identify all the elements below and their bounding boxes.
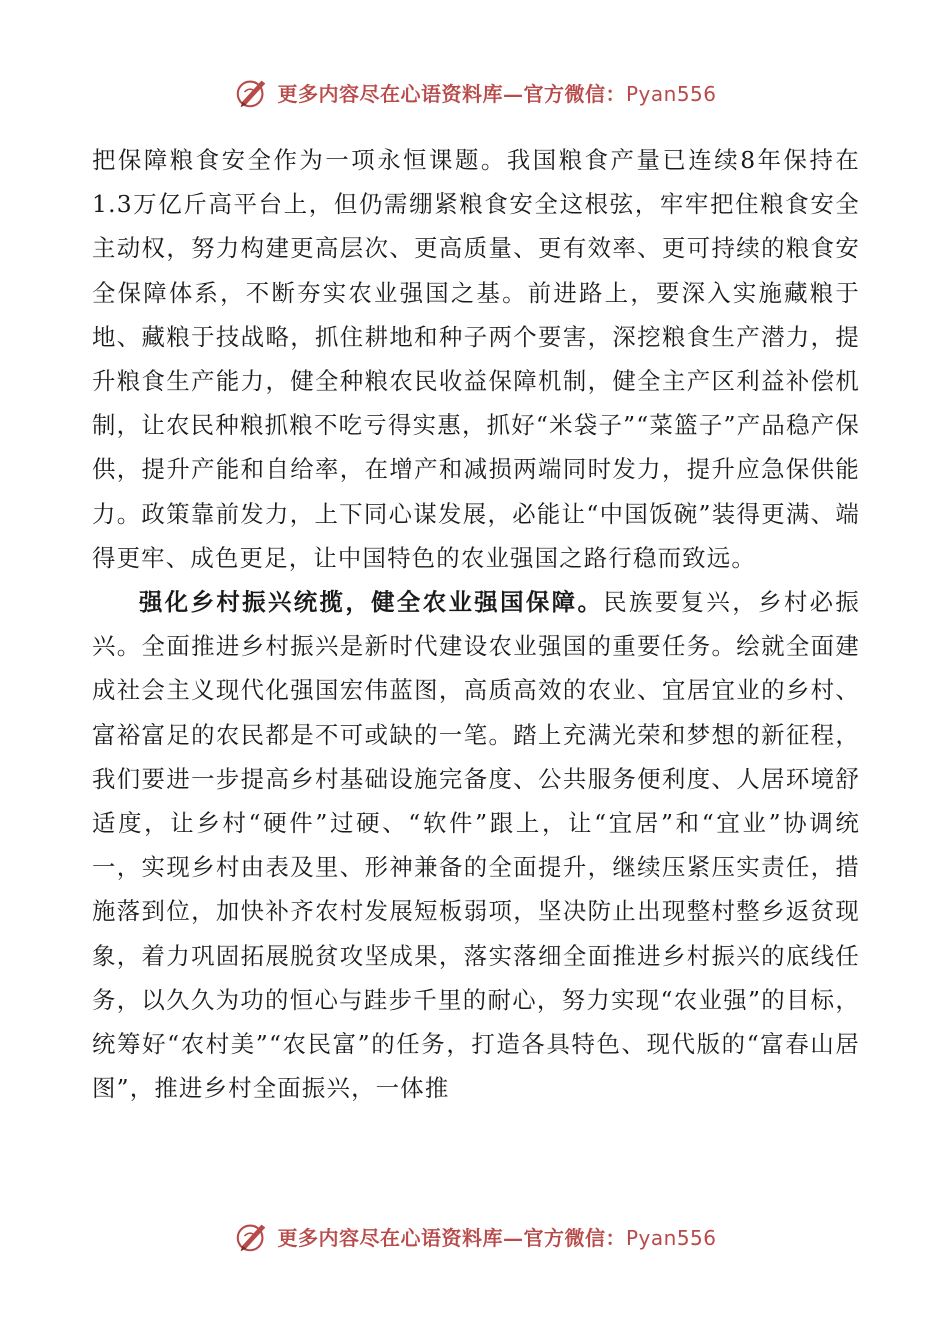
watermark-wechat-id: Pyan556: [625, 81, 717, 106]
watermark-text-cn: 更多内容尽在心语资料库—官方微信：: [277, 1225, 626, 1250]
paragraph-rural-revitalization: [92, 580, 860, 1110]
watermark-text-cn: 更多内容尽在心语资料库—官方微信：: [277, 81, 626, 106]
watermark-text: [277, 1222, 716, 1251]
paragraph-text: 民族要复兴，乡村必振兴。全面推进乡村振兴是新时代建设农业强国的重要任务。绘就全面建成社会主义现代化强国宏伟蓝图，高质高效的农业、宜居宜业的乡村、富裕富足的农民都是不可或缺的一笔。踏上充满光荣和梦想的新征程，我们要进一步提高乡村基础设施完备度、公共服务便利度、人居环境舒适度，让乡村“硬件”过硬、“软件”跟上，让“宜居”和“宜业”协调统一，实现乡村由表及里、形神兼备的全面提升，继续压紧压实责任，措施落到位，加快补齐农村发展短板弱项，坚决防止出现整村整乡返贫现象，着力巩固拓展脱贫攻坚成果，落实落细全面推进乡村振兴的底线任务，以久久为功的恒心与跬步千里的耐心，努力实现“农业强”的目标，统筹好“农村美”“农民富”的任务，打造各具特色、现代版的“富春山居图”，推进乡村全面振兴，一体推: [92, 588, 860, 1103]
document-body: [92, 138, 860, 1110]
paragraph-text: 把保障粮食安全作为一项永恒课题。我国粮食产量已连续8年保持在1.3万亿斤高平台上，但仍需绷紧粮食安全这根弦，牢牢把住粮食安全主动权，努力构建更高层次、更高质量、更有效率、更可持续的粮食安全保障体系，不断夯实农业强国之基。前进路上，要深入实施藏粮于地、藏粮于技战略，抓住耕地和种子两个要害，深挖粮食生产潜力，提升粮食生产能力，健全种粮农民收益保障机制，健全主产区利益补偿机制，让农民种粮抓粮不吃亏得实惠，抓好“米袋子”“菜篮子”产品稳产保供，提升产能和自给率，在增产和减损两端同时发力，提升应急保供能力。政策靠前发力，上下同心谋发展，必能让“中国饭碗”装得更满、端得更牢、成色更足，让中国特色的农业强国之路行稳而致远。: [92, 146, 860, 572]
watermark-text: [277, 78, 716, 107]
paragraph-lead-heading: 强化乡村振兴统揽，健全农业强国保障。: [139, 588, 604, 617]
footer-watermark: [0, 1216, 950, 1256]
watermark-wechat-id: Pyan556: [625, 1225, 717, 1250]
pen-logo-icon: [233, 1217, 271, 1255]
header-watermark: [0, 72, 950, 112]
pen-logo-icon: [233, 73, 271, 111]
paragraph-grain-security: [92, 138, 860, 580]
